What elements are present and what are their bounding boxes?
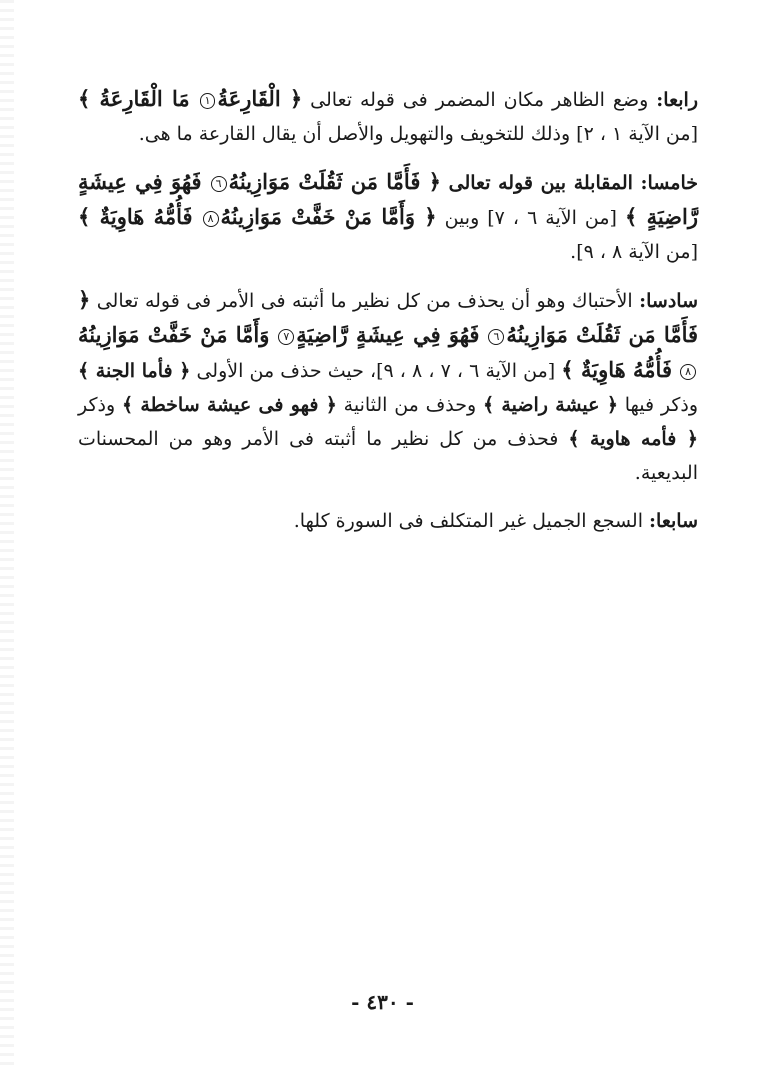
quran-verse: فَهُوَ فِي عِيشَةٍ رَّاضِيَةٍ: [296, 322, 480, 347]
paragraph-lead: سابعا:: [649, 510, 698, 532]
ayah-number-marker: ١: [200, 93, 216, 109]
body-text: [من الآية ٦ ، ٧ ، ٨ ، ٩]، حيث حذف من الأولى: [190, 360, 562, 382]
paragraph-p5: [78, 165, 698, 269]
paragraph-lead: خامسا:: [640, 172, 698, 194]
paragraph-lead: رابعا:: [656, 89, 698, 111]
bold-text: ﴿ عيشة راضية ﴾: [482, 394, 618, 416]
body-text: وذكر: [78, 394, 122, 416]
body-text: وحذف من الثانية: [336, 394, 483, 416]
ayah-number-marker: ٨: [680, 364, 696, 380]
quran-verse: فَهُوَ فِي عِيشَةٍ رَّاضِيَةٍ ﴾: [78, 169, 698, 229]
ayah-number-marker: ٧: [278, 329, 294, 345]
body-text: [من الآية ٦ ، ٧] وبين: [436, 207, 625, 229]
body-text: وذكر فيها: [617, 394, 698, 416]
quran-verse: مَا الْقَارِعَةُ ﴾: [78, 86, 190, 111]
ayah-number-marker: ٨: [203, 211, 219, 227]
quran-verse: ﴿ فَأَمَّا مَن ثَقُلَتْ مَوَازِينُهُ: [78, 287, 699, 347]
quran-verse: ﴿ الْقَارِعَةُ: [217, 86, 303, 111]
bold-text: ﴿ فهو فى عيشة ساخطة ﴾: [121, 394, 337, 416]
body-text: وضع الظاهر مكان المضمر فى قوله تعالى: [302, 89, 657, 111]
body-text: [من الآية ٨ ، ٩].: [570, 241, 698, 263]
bold-text: المقابلة بين قوله تعالى: [441, 172, 641, 194]
body-text: الأحتباك وهو أن يحذف من كل نظير ما أثبته فى الأمر فى قوله تعالى: [90, 290, 640, 312]
paragraph-p4: [78, 82, 698, 151]
quran-verse: فَأُمُّهُ هَاوِيَةٌ ﴾: [78, 204, 193, 229]
paragraph-lead: سادسا:: [639, 290, 698, 312]
quran-verse: فَأُمُّهُ هَاوِيَةٌ ﴾: [561, 357, 672, 382]
paragraph-p7: [78, 504, 698, 538]
ayah-number-marker: ٦: [211, 176, 227, 192]
page-number: - ٤٣٠ -: [351, 990, 414, 1014]
body-text: السجع الجميل غير المتكلف فى السورة كلها.: [293, 510, 650, 532]
page-body: [78, 82, 698, 552]
quran-verse: وَأَمَّا مَنْ خَفَّتْ مَوَازِينُهُ: [78, 322, 270, 347]
quran-verse: ﴿ فَأَمَّا مَن ثَقُلَتْ مَوَازِينُهُ: [228, 169, 441, 194]
bold-text: ﴿ فأمه هاوية ﴾: [568, 428, 698, 450]
quran-verse: ﴿ وَأَمَّا مَنْ خَفَّتْ مَوَازِينُهُ: [220, 204, 437, 229]
paragraph-p6: [78, 283, 698, 490]
body-text: [من الآية ١ ، ٢] وذلك للتخويف والتهويل والأصل أن يقال القارعة ما هى.: [138, 123, 698, 145]
scan-edge: [0, 0, 14, 1069]
body-text: فحذف من كل نظير ما أثبته فى الأمر وهو من المحسنات البديعية.: [78, 428, 698, 484]
ayah-number-marker: ٦: [488, 329, 504, 345]
bold-text: ﴿ فأما الجنة ﴾: [78, 360, 191, 382]
